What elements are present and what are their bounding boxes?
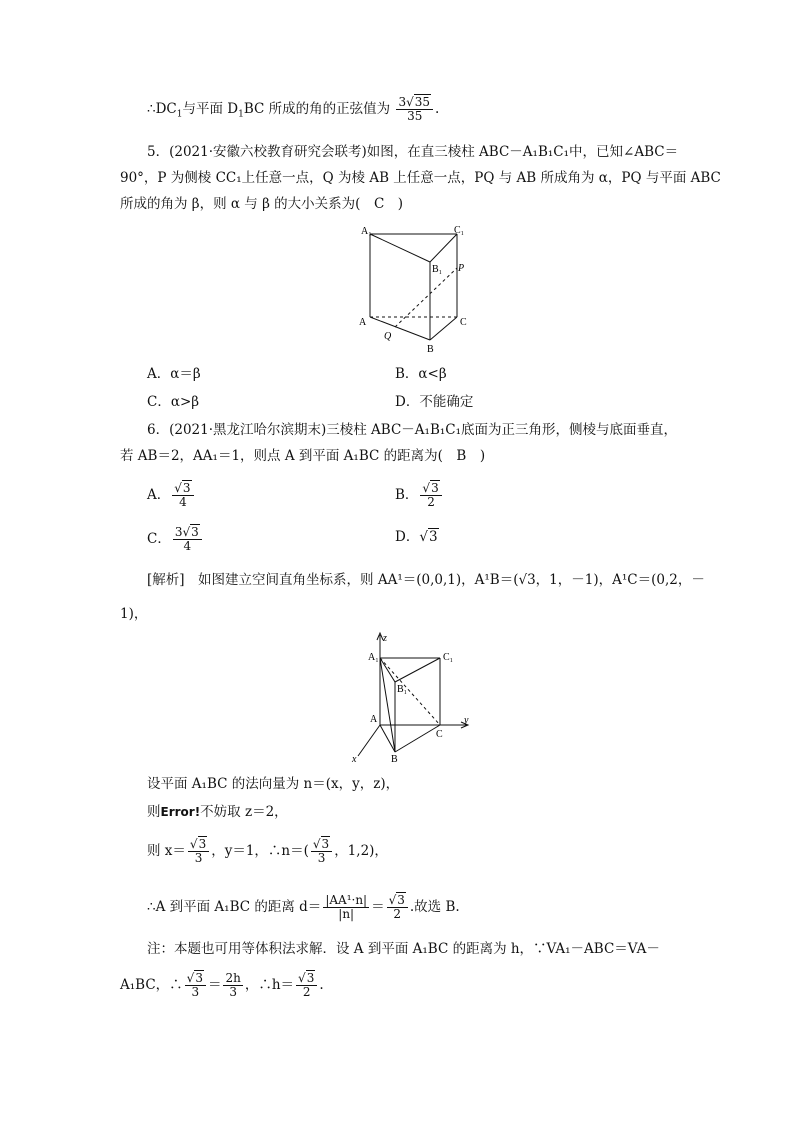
prev-answer-line: $\therefore DC_1$与平面 $D_1BC$ 所成的角的正弦值为 $\frac{3√35}{35}$ . — [147, 95, 440, 123]
axis-x-label: x — [352, 754, 357, 765]
label-P: P — [458, 263, 465, 274]
xy-values-line: 则 x＝ $\frac{√3}{3}$ ，y＝1，∴n＝( $\frac{√3}{3}$ ，1,2)， — [147, 837, 388, 865]
label-A1: A₁ — [361, 226, 372, 237]
label-B1: B₁ — [432, 264, 443, 275]
sine-fraction: $\frac{3√35}{35}$ — [396, 96, 433, 123]
q5-line1: 5．(2021·安徽六校教育研究会联考)如图，在直三棱柱 ABC－A₁B₁C₁中，已知∠ABC＝ — [147, 144, 679, 160]
label-C1: C₁ — [454, 225, 465, 236]
solution-line2: 1)， — [120, 606, 148, 622]
label-C1-coord: C₁ — [443, 652, 454, 663]
q5-option-b: B．α<β — [395, 366, 447, 382]
q6-line2: 若 AB＝2，AA₁＝1，则点 A 到平面 A₁BC 的距离为( B ) — [120, 448, 486, 464]
axis-z-label: z — [383, 633, 387, 644]
prism-figure — [350, 222, 490, 356]
q5-option-d: D．不能确定 — [395, 394, 474, 410]
q5-line2: 90°，P 为侧棱 CC₁上任意一点，Q 为棱 AB 上任意一点，PQ 与 AB 所成角为 α，PQ 与平面 ABC — [120, 170, 721, 186]
distance-line: ∴A 到平面 A₁BC 的距离 d＝ $\frac{\text{|AA¹·n|}}{|n|}$ ＝ $\frac{√3}{2}$ .故选 B. — [147, 893, 460, 921]
label-A1-coord: A₁ — [368, 652, 379, 663]
label-C-coord: C — [436, 729, 443, 740]
q5-option-c: C．α>β — [147, 394, 200, 410]
q5-line3: 所成的角为 β，则 α 与 β 的大小关系为( C ) — [120, 196, 404, 212]
q6-option-d: D．√3 — [395, 529, 438, 545]
label-C: C — [460, 317, 467, 328]
error-line: 则Error!不妨取 z＝2， — [147, 804, 288, 820]
note-line2: A₁BC，∴ $\frac{√3}{3}$ ＝ $\frac{2h}{3}$ ，∴h＝ $\frac{√3}{2}$ . — [120, 971, 324, 999]
label-A: A — [359, 317, 367, 328]
q5-option-a: A．α＝β — [147, 366, 201, 382]
axis-y-label: y — [464, 715, 469, 726]
label-B-coord: B — [391, 754, 398, 765]
q6-line1: 6．(2021·黑龙江哈尔滨期末)三棱柱 ABC－A₁B₁C₁底面为正三角形，侧棱与底面垂直， — [147, 422, 678, 438]
q6-option-b: B． $\frac{√3}{2}$ — [395, 482, 444, 509]
label-B1-coord: B₁ — [397, 684, 408, 695]
label-Q: Q — [384, 331, 392, 342]
note-line1: 注：本题也可用等体积法求解．设 A 到平面 A₁BC 的距离为 h，∵VA₁－ABC＝VA－ — [147, 941, 660, 957]
label-B: B — [427, 344, 434, 355]
coordinate-figure — [340, 630, 480, 766]
q6-option-c: C． $\frac{3√3}{4}$ — [147, 526, 204, 553]
normal-vector-line: 设平面 A₁BC 的法向量为 n＝(x，y，z)， — [147, 776, 400, 792]
q6-option-a: A． $\frac{√3}{4}$ — [147, 482, 196, 509]
solution-line1: [解析] 如图建立空间直角坐标系，则 AA¹＝(0,0,1)，A¹B＝(√3，1，－1)，A¹C＝(0,2，－ — [147, 572, 705, 588]
label-A-coord: A — [370, 714, 378, 725]
